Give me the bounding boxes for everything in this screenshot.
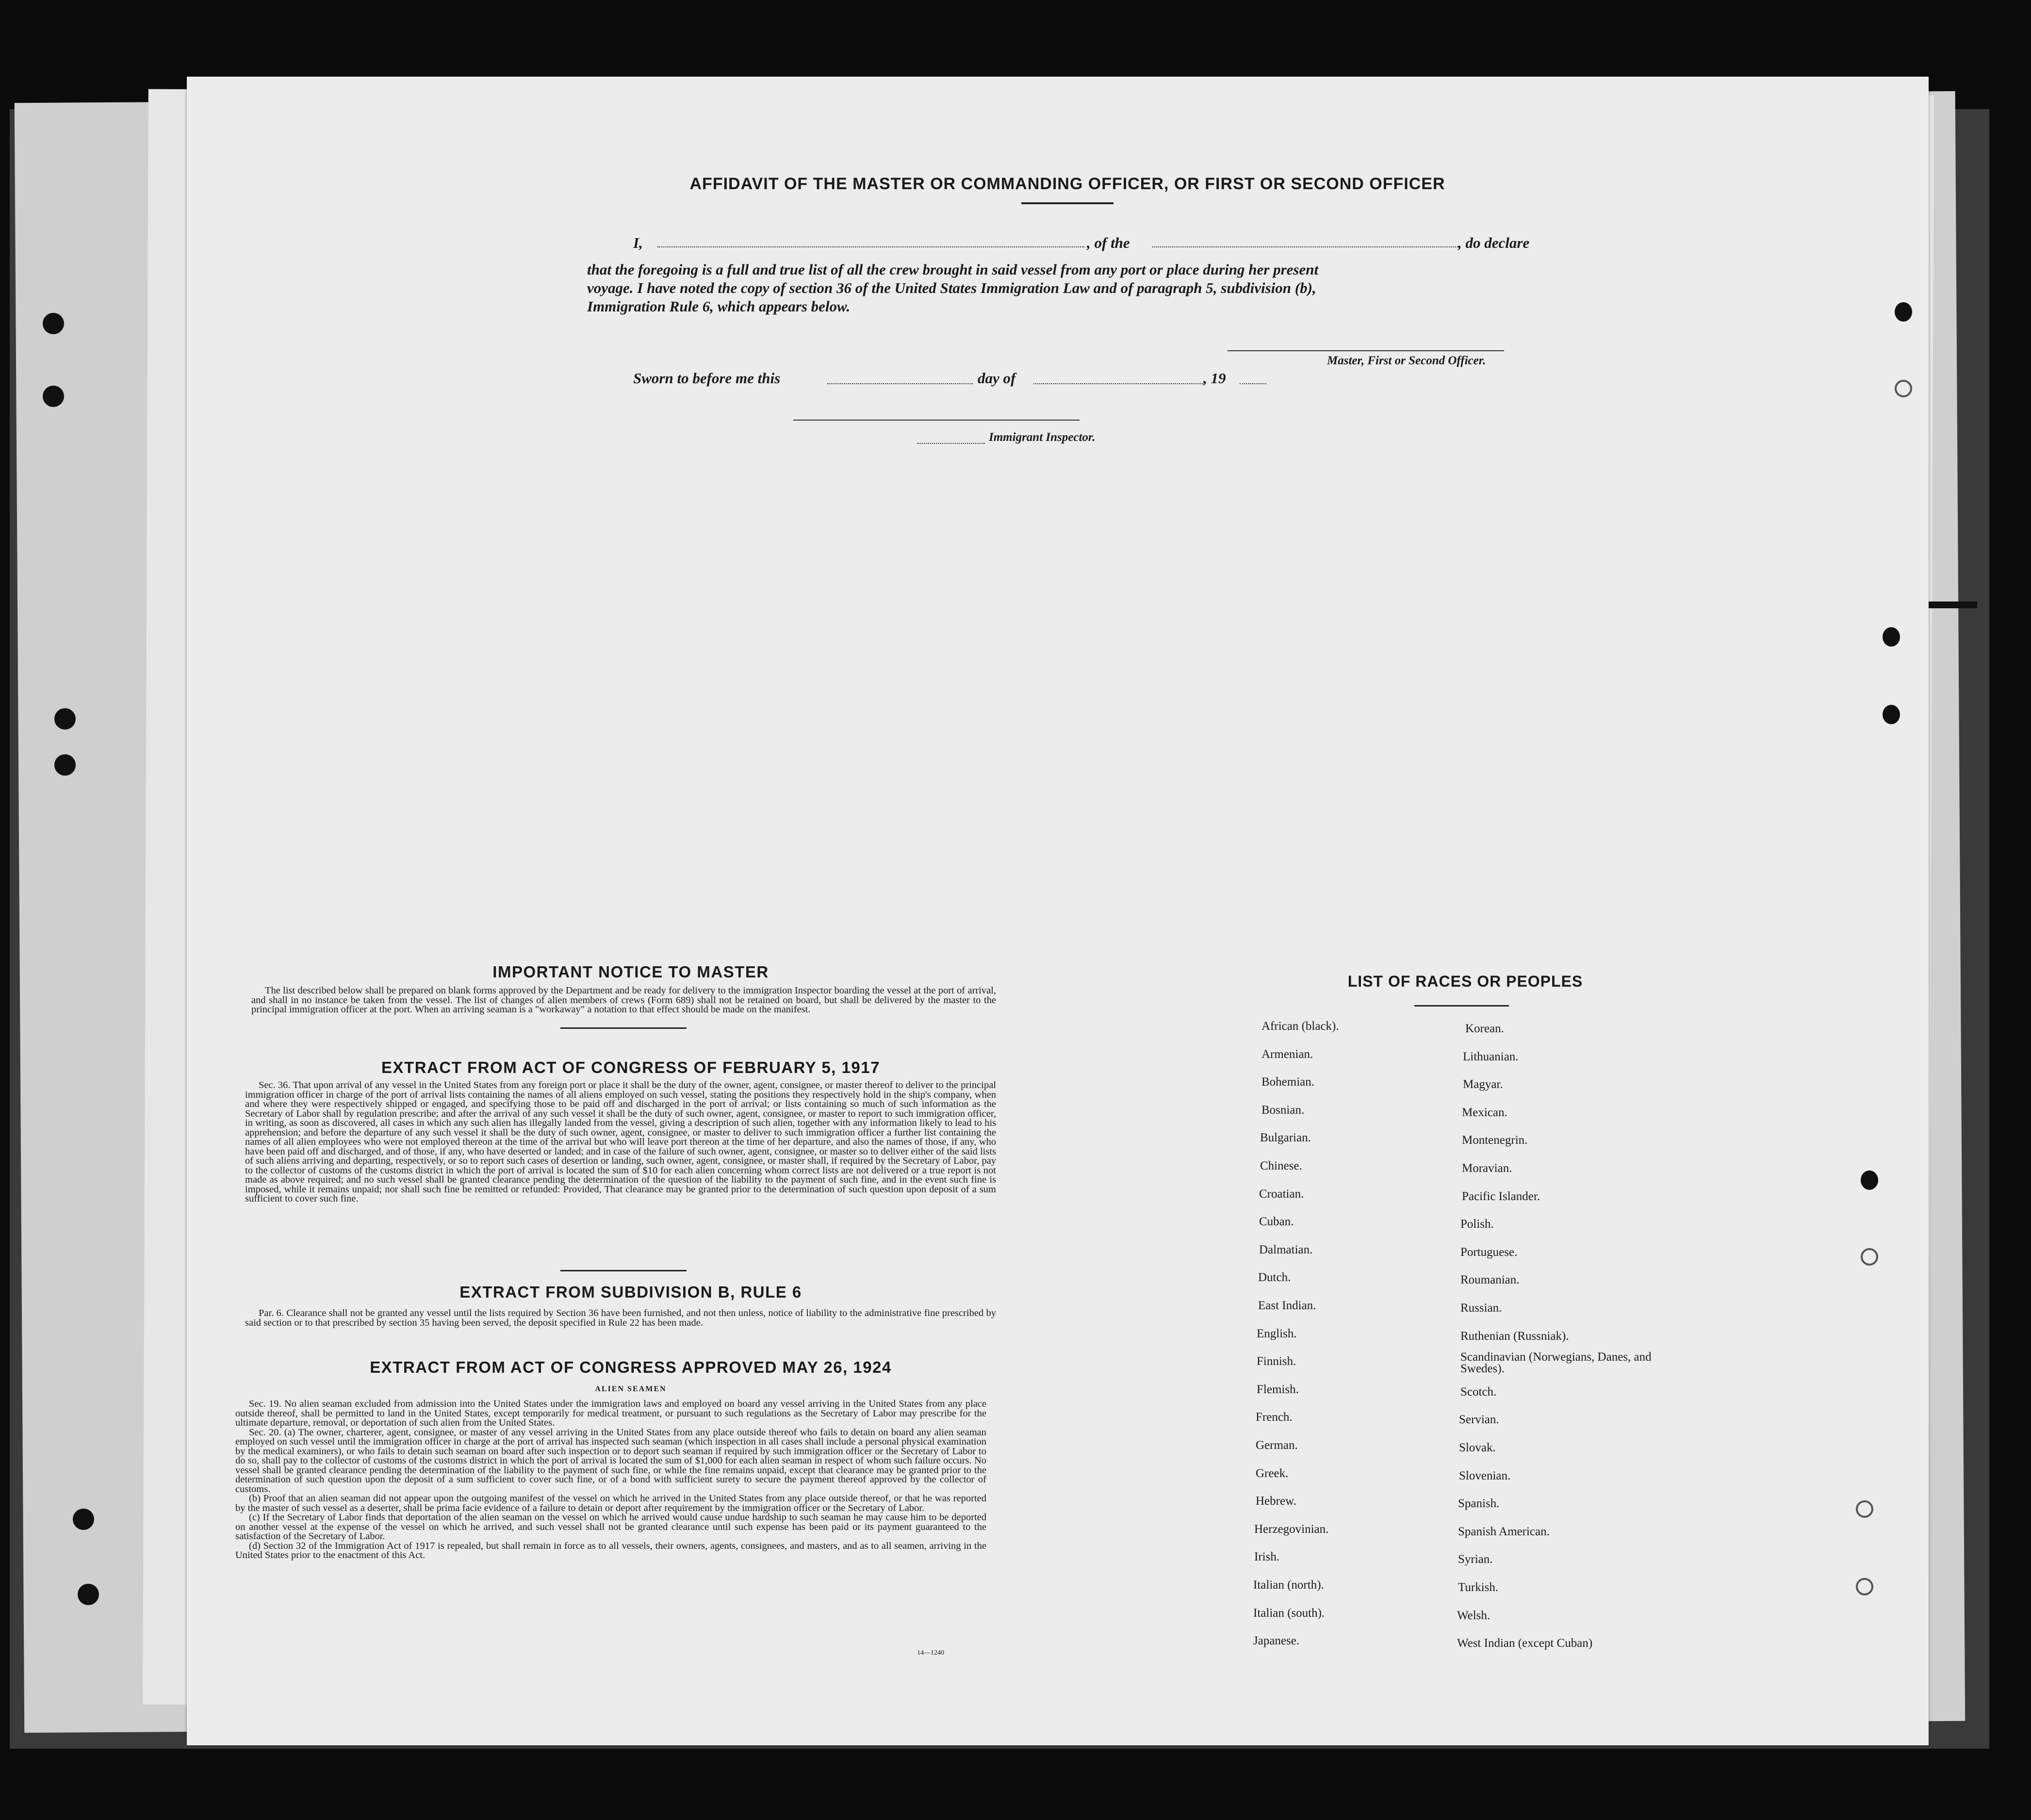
race-item: Greek. <box>1256 1466 1289 1480</box>
race-item: Moravian. <box>1462 1162 1512 1175</box>
race-item: Irish. <box>1254 1550 1280 1564</box>
race-item: Finnish. <box>1257 1355 1296 1368</box>
form-number: 14—1240 <box>917 1649 944 1657</box>
sworn-month-field[interactable] <box>1033 383 1203 384</box>
race-item: Polish. <box>1460 1218 1494 1231</box>
affidavit-line-4: Immigration Rule 6, which appears below. <box>587 298 851 315</box>
race-item: Portuguese. <box>1460 1245 1518 1259</box>
races-title: LIST OF RACES OR PEOPLES <box>1347 973 1583 990</box>
race-item: Syrian. <box>1458 1553 1493 1566</box>
race-item: Bosnian. <box>1261 1103 1305 1117</box>
sec-20b-paragraph: (b) Proof that an alien seaman did not appear upon the outgoing manifest of the vessel on which he arrived in the United States from any place outside thereof, or that he was reported by the master of such vessel as a deserter, shall be prima facie evidence of a failure to detain or deport after requirement by the immigration officer or the Secretary of Labor. <box>235 1493 986 1513</box>
sec-20c-paragraph: (c) If the Secretary of Labor finds that deportation of the alien seaman on the vessel on which he arrived would cause undue hardship to such seaman he may cause him to be deported on another vessel at the expense of the vessel on which he arrived, and such vessel shall not be granted clearance until such expense has been paid or its payment guaranteed to the satisfaction of the Secretary of Labor. <box>235 1512 986 1542</box>
affidavit-line-2: that the foregoing is a full and true list of all the crew brought in said vessel from any port or place during her present <box>587 261 1319 278</box>
binder-hole <box>54 754 76 776</box>
affidavit-line-3: voyage. I have noted the copy of section 36 of the United States Immigration Law and of paragraph 5, subdivision (b), <box>587 279 1316 296</box>
inspector-dots <box>917 443 985 444</box>
master-signature-line[interactable] <box>1228 350 1504 351</box>
race-item: Scotch. <box>1460 1385 1497 1398</box>
notice-paragraph: The list described below shall be prepared on blank forms approved by the Department and be ready for delivery to the immigration Inspector boarding the vessel at the port of arrival, and shall in no instance be taken from the vessel. The list of changes of alien members of crews (Form 689) shall not be retained on board, but shall be delivered by the master to the principal immigration officer at the port. When an arriving seaman is a "workaway" a notation to that effect should be made on the manifest. <box>251 985 996 1015</box>
sec-20d-paragraph: (d) Section 32 of the Immigration Act of 1917 is repealed, but shall remain in force as to all vessels, their owners, agents, consignees, and masters, and as to all seamen, arriving in the United States prior to the enactment of this Act. <box>235 1540 986 1560</box>
race-item: Cuban. <box>1259 1215 1294 1229</box>
race-item: Slovak. <box>1459 1441 1496 1454</box>
binder-hole <box>1883 705 1900 724</box>
affidavit-i: I, <box>633 234 643 251</box>
binder-hole <box>1861 1170 1878 1190</box>
race-item: Mexican. <box>1462 1105 1507 1119</box>
race-item: Welsh. <box>1457 1609 1490 1622</box>
binder-hole <box>1856 1578 1873 1595</box>
race-item: Spanish. <box>1458 1497 1500 1511</box>
binder-hole <box>43 386 64 407</box>
affidavit-of-the: , of the <box>1087 234 1130 251</box>
race-item: French. <box>1256 1411 1293 1424</box>
sworn-year: , 19 <box>1203 370 1226 387</box>
sworn-prefix: Sworn to before me this <box>633 370 781 387</box>
race-item: Croatian. <box>1259 1187 1304 1201</box>
race-item: Dalmatian. <box>1259 1243 1313 1256</box>
race-item: Pacific Islander. <box>1462 1189 1540 1203</box>
binder-hole <box>43 313 64 334</box>
binder-hole <box>1861 1248 1878 1266</box>
race-item: Chinese. <box>1260 1159 1302 1172</box>
binder-hole <box>1895 380 1912 397</box>
sec-19-paragraph: Sec. 19. No alien seaman excluded from admission into the United States under the immigration laws and employed on board any vessel arriving in the United States from any place outside thereof, shall be permitted to land in the United States, except temporarily for medical treatment, or pursuant to such regulations as the Secretary of Labor may prescribe for the ultimate departure, removal, or deportation of such alien from the United States. <box>235 1398 986 1428</box>
race-item: Montenegrin. <box>1462 1134 1528 1147</box>
race-item: Servian. <box>1459 1413 1499 1427</box>
notice-body <box>251 986 996 1015</box>
subdivision-b-title: EXTRACT FROM SUBDIVISION B, RULE 6 <box>459 1283 802 1301</box>
race-item: Bulgarian. <box>1260 1131 1311 1145</box>
race-item: Italian (south). <box>1253 1606 1325 1620</box>
race-item: Slovenian. <box>1459 1469 1511 1482</box>
race-item: Bohemian. <box>1261 1075 1315 1089</box>
race-item: Herzegovinian. <box>1254 1522 1329 1536</box>
master-name-field[interactable] <box>657 246 1084 247</box>
sworn-day-field[interactable] <box>827 383 973 384</box>
race-item: Hebrew. <box>1256 1495 1296 1508</box>
race-item: Japanese. <box>1253 1634 1300 1648</box>
race-item: West Indian (except Cuban) <box>1457 1637 1593 1650</box>
race-item: Dutch. <box>1258 1271 1291 1284</box>
race-item: Turkish. <box>1458 1581 1499 1594</box>
extract-1917-paragraph: Sec. 36. That upon arrival of any vessel in the United States from any foreign port or place it shall be the duty of the owner, agent, consignee, or master thereof to deliver to the principal immigration officer in charge of the port of arrival lists containing the names of all aliens employed on such vessel, stating the positions they respectively hold in the ship's company, when and where they were respectively shipped or engaged, and specifying those to be paid off and discharged in the port of arrival; or lists containing so much of such information as the Secretary of Labor shall by regulation prescribe; and after the arrival of any such vessel it shall be the duty of such owner, agent, consignee, or master to report to such immigration officer, in writing, as soon as discovered, all cases in which any such alien has illegally landed from the vessel, giving a description of such alien, together with any information likely to lead to his apprehension; and before the departure of any such vessel it shall be the duty of such owner, agent, consignee, or master to deliver to such immigration officer a further list containing the names of all alien employees who were not employed thereon at the time of the arrival but who will leave port thereon at the time of her departure, and also the names of those, if any, who have been paid off and discharged, and of those, if any, who have deserted or landed; and in case of the failure of such owner, agent, consignee, or master so to deliver either of the said lists of such aliens arriving and departing, respectively, or so to report such cases of desertion or landing, such owner, agent, consignee, or master shall, if required by the Secretary of Labor, pay to the collector of customs of the customs district in which the port of arrival is located the sum of $10 for each alien concerning whom correct lists are not delivered or a true report is not made as above required; and no such vessel shall be granted clearance pending the determination of the question of the liability to the payment of such fine, and in the event such fine is imposed, while it remains unpaid; nor shall such fine be remitted or refunded: Provided, That clearance may be granted prior to the determination of such question upon deposit of a sum sufficient to cover such fine. <box>245 1080 996 1204</box>
binder-hole <box>73 1509 94 1530</box>
binder-hole <box>78 1584 99 1605</box>
master-label: Master, First or Second Officer. <box>1327 354 1486 367</box>
extract-1924-title: EXTRACT FROM ACT OF CONGRESS APPROVED MAY 26, 1924 <box>370 1358 892 1376</box>
binder-hole <box>1883 627 1900 647</box>
inspector-signature-line[interactable] <box>793 420 1080 421</box>
alien-seamen-subhead: ALIEN SEAMEN <box>595 1385 667 1393</box>
title-underline <box>1021 202 1114 204</box>
extract-1917-body <box>245 1081 996 1204</box>
notice-title: IMPORTANT NOTICE TO MASTER <box>492 963 769 981</box>
binder-hole <box>1895 302 1912 322</box>
binder-hole <box>54 708 76 730</box>
race-item: Flemish. <box>1257 1382 1299 1396</box>
race-item: German. <box>1256 1439 1298 1452</box>
race-item: African (black). <box>1261 1020 1339 1033</box>
race-item: Lithuanian. <box>1463 1050 1519 1063</box>
sworn-day-of: day of <box>978 370 1016 387</box>
vessel-name-field[interactable] <box>1152 246 1458 247</box>
extract-1917-title: EXTRACT FROM ACT OF CONGRESS OF FEBRUARY 5, 1917 <box>381 1058 880 1076</box>
page-edge-mark <box>1929 601 1977 608</box>
subdivision-b-body <box>245 1309 996 1328</box>
race-item: Roumanian. <box>1460 1273 1520 1287</box>
race-item: Italian (north). <box>1253 1578 1324 1592</box>
affidavit-title: AFFIDAVIT OF THE MASTER OR COMMANDING OFFICER, OR FIRST OR SECOND OFFICER <box>689 175 1445 193</box>
inspector-label: Immigrant Inspector. <box>989 431 1096 444</box>
section-divider <box>560 1270 687 1271</box>
race-item: Spanish American. <box>1458 1525 1550 1538</box>
sec-20a-paragraph: Sec. 20. (a) The owner, charterer, agent, consignee, or master of any vessel arriving in the United States from any place outside thereof who fails to detain on board any alien seaman employed on such vessel until the immigration officer in charge at the port of arrival has inspected such seaman (which inspection in all cases shall include a personal physical examination by the medical examiners), or who fails to detain such seaman on board after such inspection or to deport such seaman if required by such immigration officer or the Secretary of Labor to do so, shall pay to the collector of customs of the customs district in which the port of arrival is located the sum of $1,000 for each alien seaman in respect of whom such failure occurs. No vessel shall be granted clearance pending the determination of the liability to the payment of such fine, or while the fine remains unpaid, except that clearance may be granted prior to the determination of such question upon the deposit of a sum sufficient to cover such fine, or of a bond with sufficient surety to secure the payment thereof approved by the collector of customs. <box>235 1427 986 1495</box>
race-item: Scandinavian (Norwegians, Danes, and Swedes). <box>1460 1350 1652 1376</box>
sworn-year-field[interactable] <box>1240 383 1266 384</box>
races-title-underline <box>1414 1005 1509 1007</box>
race-item: East Indian. <box>1258 1299 1316 1312</box>
section-divider <box>560 1027 687 1029</box>
affidavit-declare: , do declare <box>1458 234 1530 251</box>
subdivision-b-paragraph: Par. 6. Clearance shall not be granted any vessel until the lists required by Section 36 have been furnished, and not then unless, notice of liability to the administrative fine prescribed by said section or to that prescribed by section 35 having been served, the deposit specified in Rule 22 has been made. <box>245 1308 996 1328</box>
race-item: English. <box>1257 1327 1297 1340</box>
race-item: Magyar. <box>1463 1078 1503 1091</box>
race-item: Armenian. <box>1261 1047 1313 1061</box>
extract-1924-body <box>235 1399 986 1560</box>
race-item: Russian. <box>1460 1301 1502 1315</box>
race-item: Korean. <box>1465 1022 1504 1035</box>
race-item: Ruthenian (Russniak). <box>1460 1329 1569 1343</box>
binder-hole <box>1856 1500 1873 1518</box>
